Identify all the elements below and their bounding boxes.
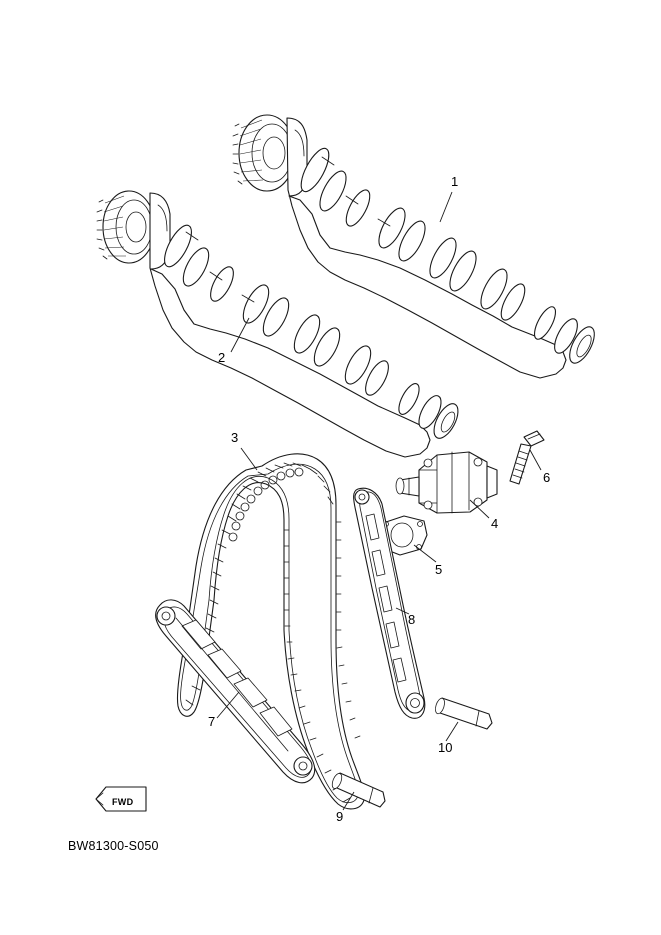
guide-pin-lower-group — [330, 772, 385, 807]
camshaft-1-group — [233, 115, 599, 378]
callout-5: 5 — [435, 562, 443, 577]
part-code-label: BW81300-S050 — [68, 839, 159, 853]
callout-1: 1 — [451, 174, 459, 189]
callout-4: 4 — [491, 516, 499, 531]
guide-pin-upper-group — [434, 697, 492, 729]
tensioner-bolt-group — [510, 431, 544, 484]
callout-2: 2 — [218, 350, 226, 365]
callout-8: 8 — [408, 612, 416, 627]
callout-3: 3 — [231, 430, 239, 445]
callout-7: 7 — [208, 714, 216, 729]
callout-9: 9 — [336, 809, 344, 824]
chain-tensioner-group — [396, 452, 497, 513]
callout-6: 6 — [543, 470, 551, 485]
callout-10: 10 — [438, 740, 453, 755]
forward-arrow-label: FWD — [112, 797, 134, 807]
